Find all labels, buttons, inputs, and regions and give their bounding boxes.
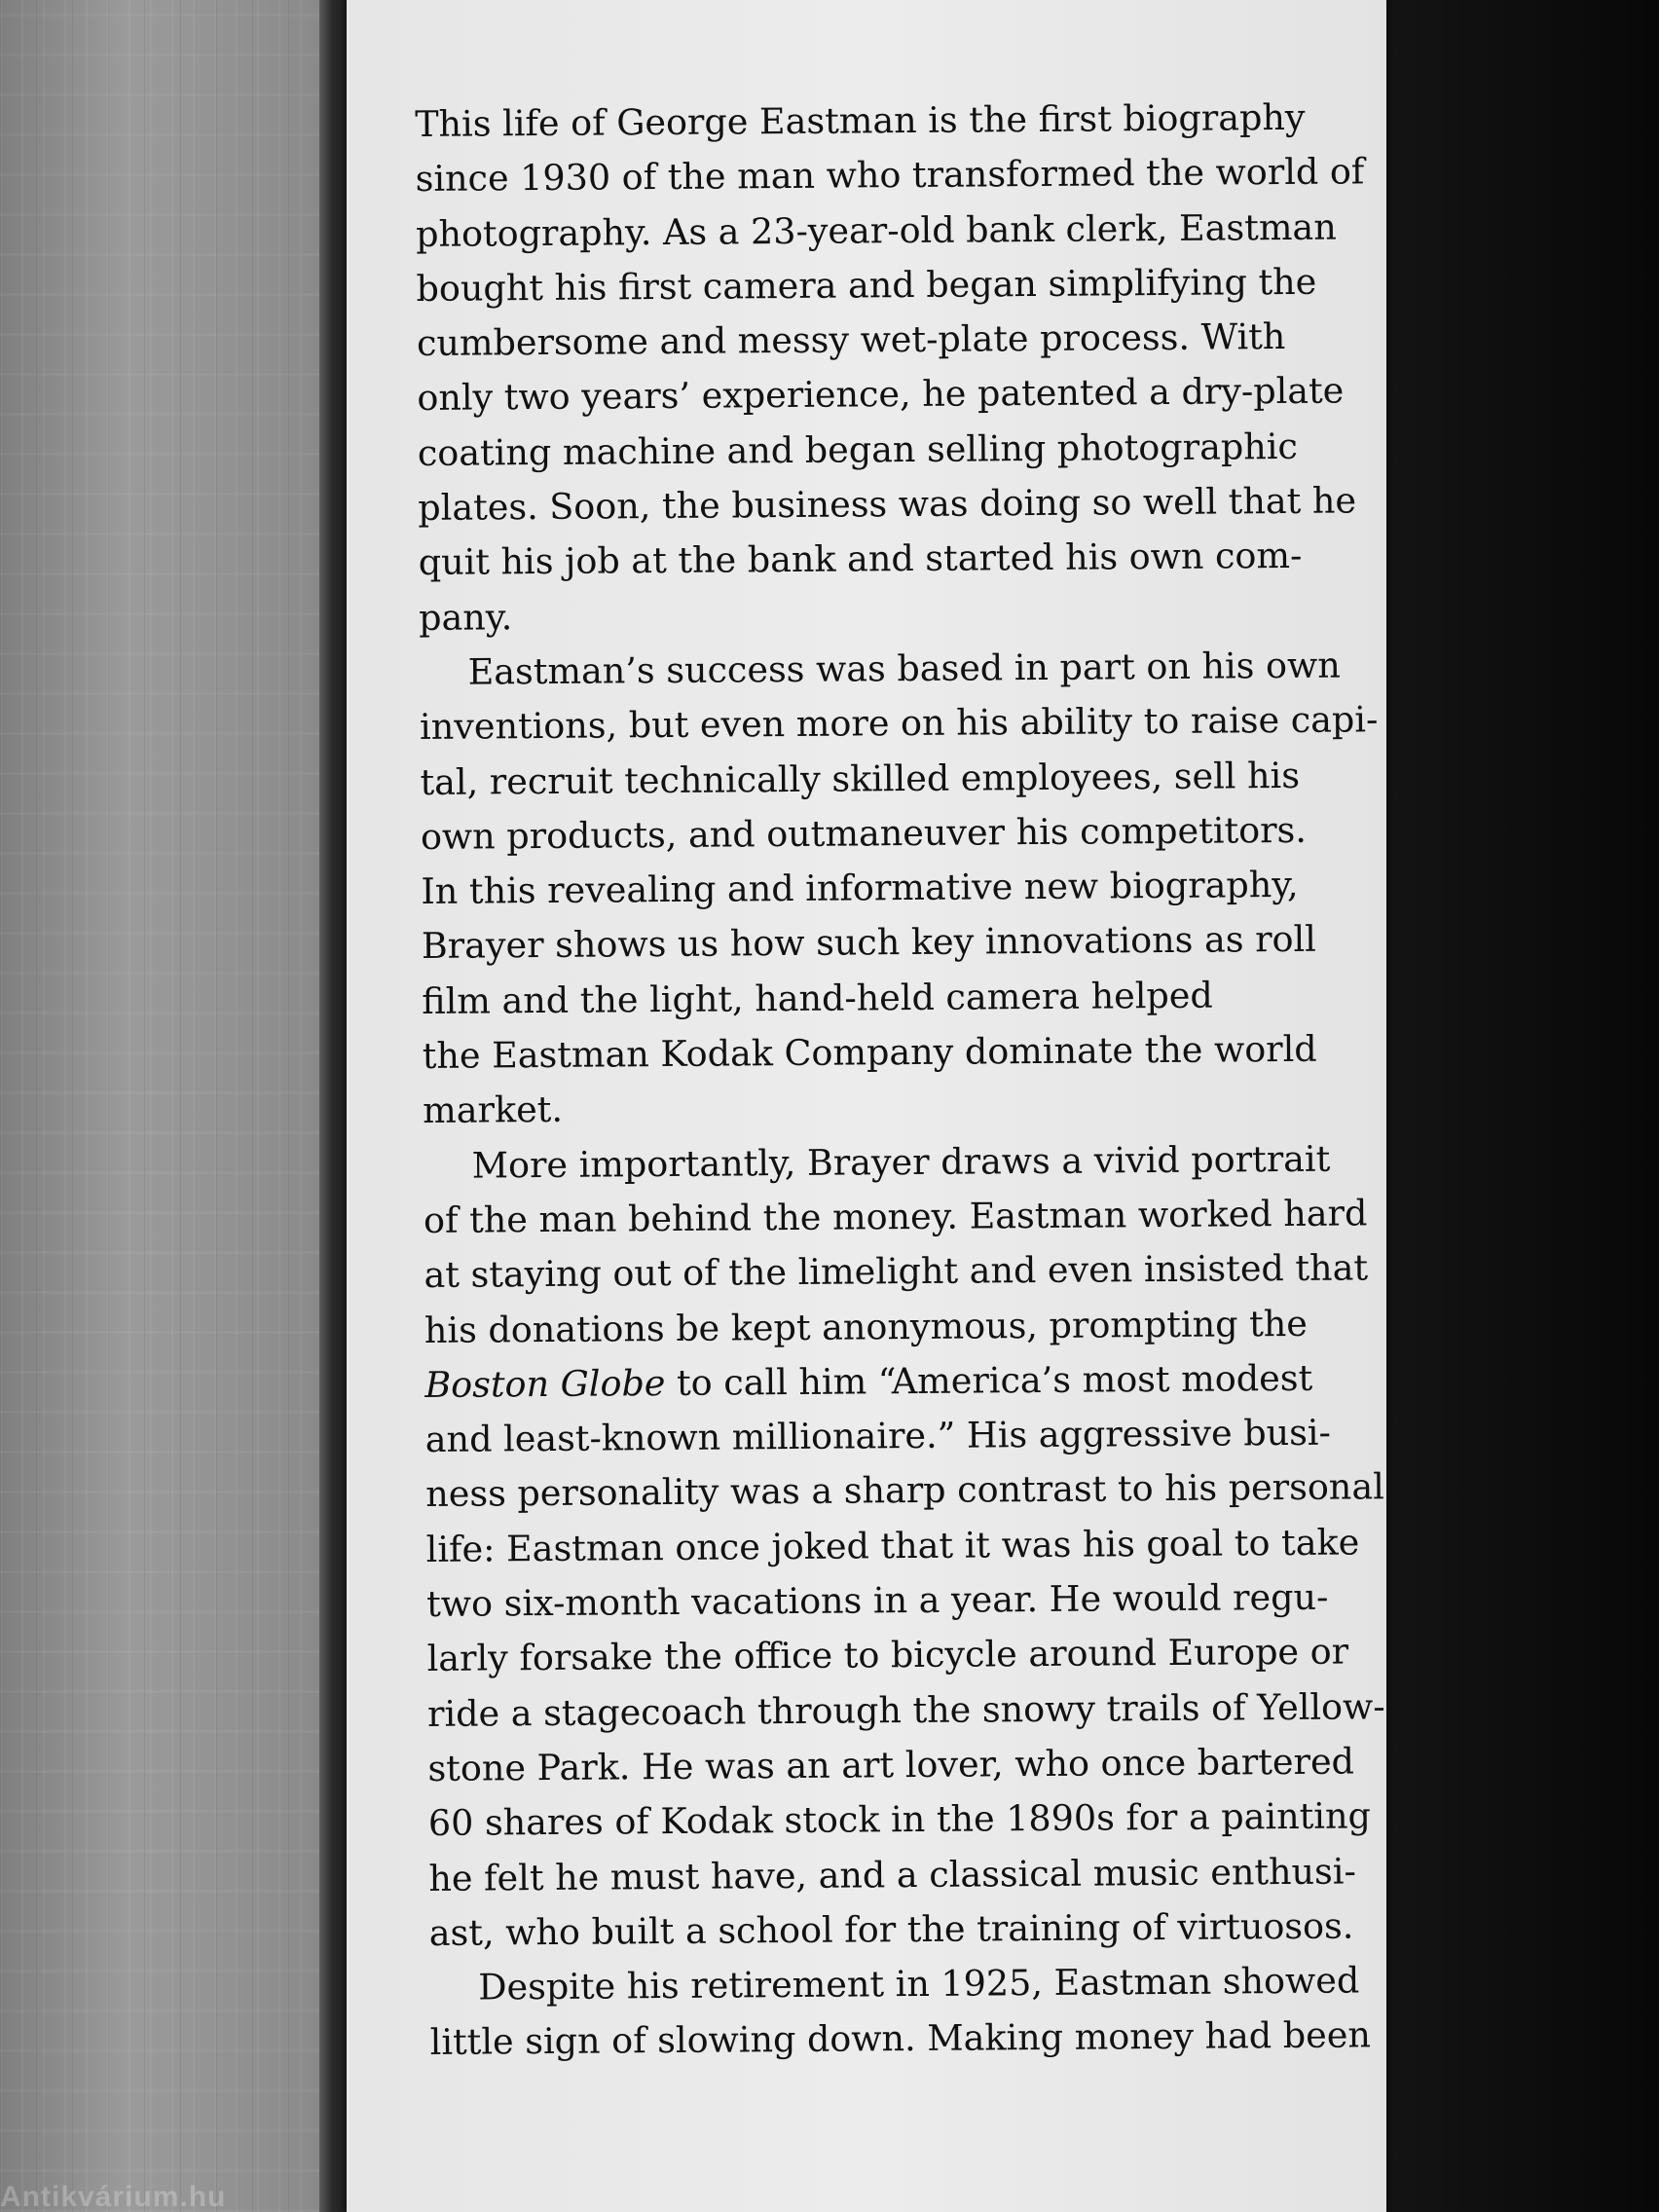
italic-title-boston-globe: Boston Globe (424, 1361, 666, 1406)
text-line-rest: to call him “America’s most modest (665, 1356, 1313, 1404)
text-line: bought his first camera and began simplifying the (416, 260, 1317, 310)
background-board-left (0, 0, 321, 2212)
text-line: larly forsake the office to bicycle around Europe or (426, 1630, 1349, 1680)
text-line: photography. As a 23-year-old bank clerk, Eastman (415, 205, 1337, 255)
text-line: at staying out of the limelight and even insisted that (424, 1246, 1369, 1297)
text-line: and least-known millionaire.” His aggressive busi- (424, 1411, 1332, 1461)
text-line: ness personality was a sharp contrast to his personal (425, 1465, 1384, 1516)
text-line: market. (423, 1088, 564, 1132)
paragraph-first-line: Eastman’s success was based in part on his own (467, 644, 1341, 693)
page-gutter-shadow (319, 0, 349, 2212)
text-line: Brayer shows us how such key innovations as roll (421, 918, 1317, 968)
text-line-with-italic (424, 1350, 1335, 1413)
paragraph-first-line: More importantly, Brayer draws a vivid portrait (471, 1137, 1331, 1187)
text-line: tal, recruit technically skilled employees, sell his (420, 754, 1301, 803)
text-line: only two years’ experience, he patented a dry-plate (417, 369, 1345, 420)
text-line: pany. (419, 595, 513, 639)
text-line: stone Park. He was an art lover, who once bartered (427, 1740, 1355, 1789)
watermark-text: Antikvárium.hu (0, 2181, 227, 2212)
text-line: life: Eastman once joked that it was his goal to take (425, 1521, 1360, 1570)
text-line: little sign of slowing down. Making money had been (429, 2013, 1372, 2064)
text-line: own products, and outmaneuver his competitors. (420, 808, 1308, 858)
text-line: he felt he must have, and a classical music enthusi- (428, 1849, 1356, 1899)
text-line: coating machine and began selling photographic (417, 424, 1299, 474)
background-dark-right (1382, 0, 1659, 2212)
text-line: inventions, but even more on his ability to raise capi- (419, 698, 1379, 749)
text-line: ride a stagecoach through the snowy trails of Yellow- (426, 1684, 1385, 1735)
text-line: two six-month vacations in a year. He would regu- (425, 1575, 1329, 1625)
paragraph-first-line: Despite his retirement in 1925, Eastman showed (478, 1959, 1360, 2009)
text-line: his donations be kept anonymous, prompting the (424, 1302, 1309, 1351)
text-line: In this revealing and informative new biography, (421, 864, 1299, 913)
text-line: since 1930 of the man who transformed the world of (415, 150, 1365, 201)
text-line: 60 shares of Kodak stock in the 1890s for a painting (427, 1794, 1372, 1845)
text-line: plates. Soon, the business was doing so well that he (418, 479, 1357, 530)
blurb-text (415, 91, 1385, 2071)
text-line: cumbersome and messy wet-plate process. With (416, 315, 1286, 365)
text-line: the Eastman Kodak Company dominate the world (422, 1027, 1317, 1078)
book-flap-page (347, 0, 1386, 2212)
text-line: of the man behind the money. Eastman worked hard (423, 1192, 1368, 1241)
text-line: ast, who built a school for the training of virtuosos. (428, 1904, 1354, 1954)
text-line: film and the light, hand-held camera helped (422, 974, 1213, 1022)
text-line: This life of George Eastman is the first biography (415, 95, 1306, 145)
text-line: quit his job at the bank and started his own com- (418, 535, 1303, 584)
